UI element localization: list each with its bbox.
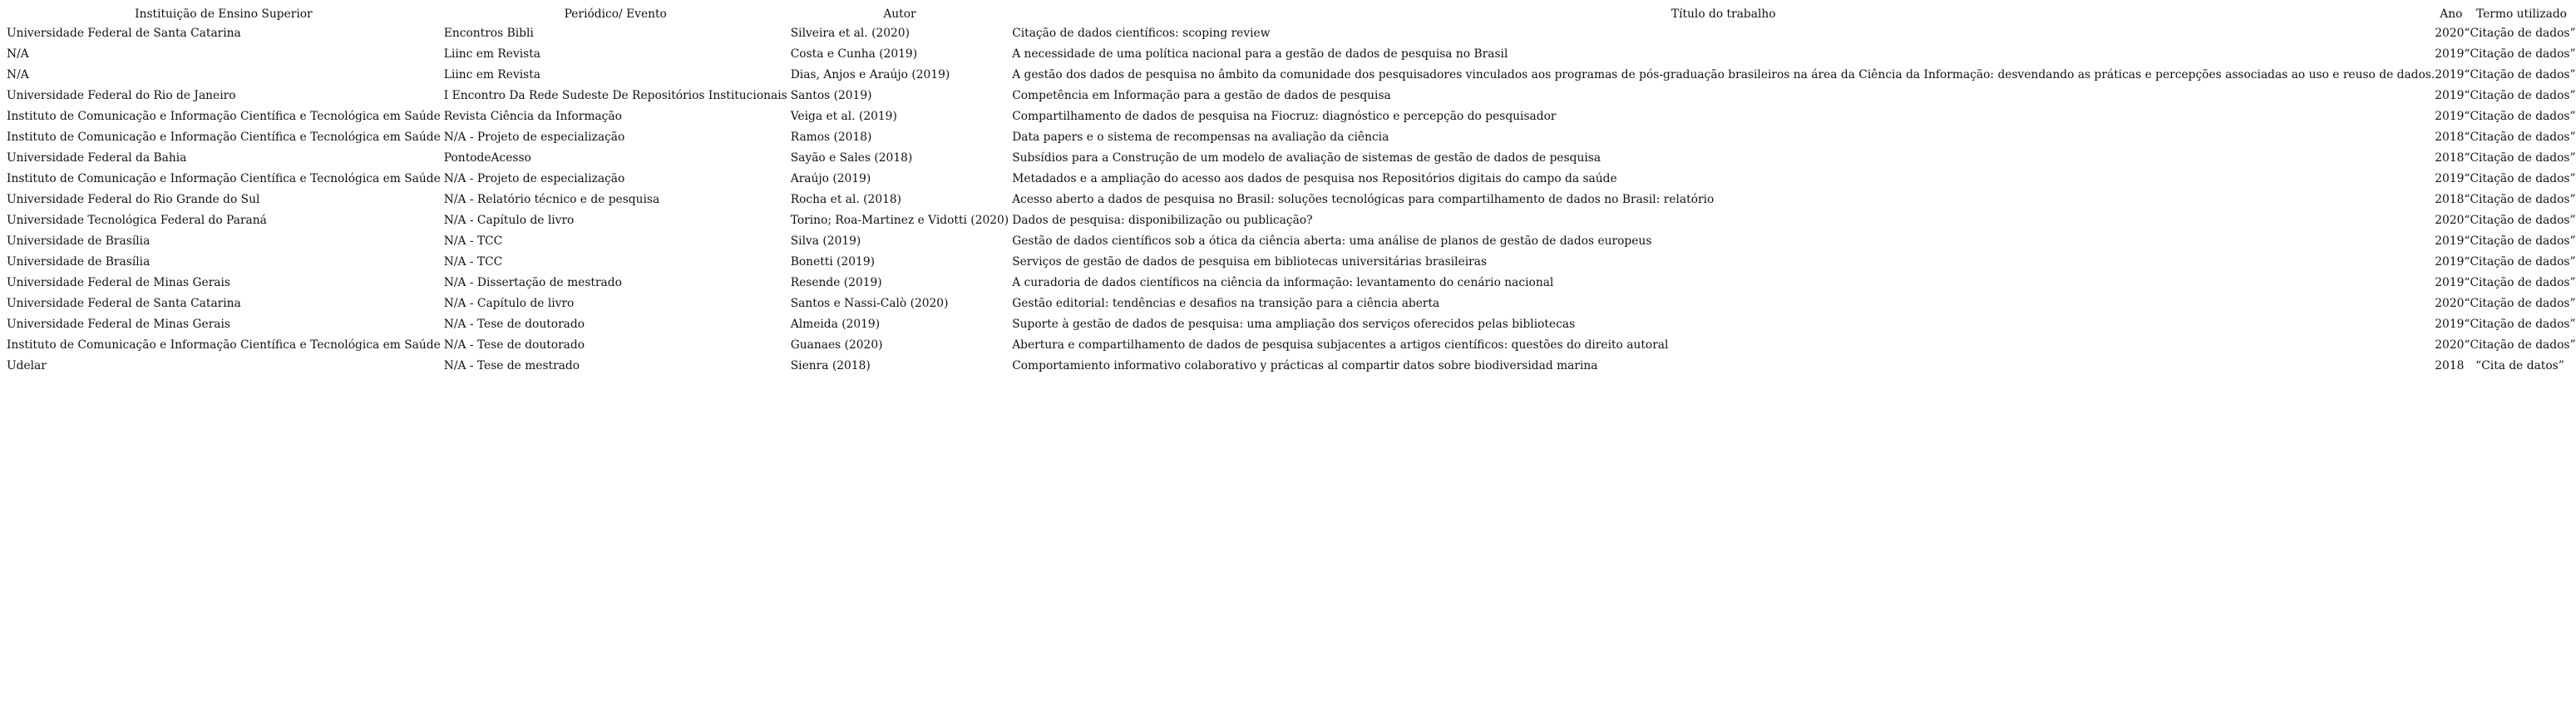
table-row	[3, 314, 2576, 335]
cell-titulo: Abertura e compartilhamento de dados de pesquisa subjacentes a artigos científicos: questões do direito autoral	[1012, 338, 1669, 352]
cell-instituicao: Universidade Federal da Bahia	[7, 151, 187, 165]
cell-termo: “Citação de dados”	[2464, 172, 2576, 185]
cell-termo: “Citação de dados”	[2464, 214, 2576, 227]
header-titulo: Título do trabalho	[1670, 7, 1776, 21]
cell-titulo: Gestão editorial: tendências e desafios na transição para a ciência aberta	[1012, 297, 1440, 310]
cell-instituicao: Universidade de Brasília	[7, 255, 151, 269]
table-row	[3, 210, 2576, 231]
cell-autor: Silva (2019)	[790, 234, 861, 248]
cell-periodico: N/A - Capítulo de livro	[443, 297, 575, 310]
cell-autor: Resende (2019)	[790, 276, 882, 289]
cell-periodico: N/A - TCC	[443, 234, 503, 248]
cell-periodico: N/A - Dissertação de mestrado	[443, 276, 622, 289]
cell-instituicao: Universidade de Brasília	[7, 234, 151, 248]
cell-termo: “Citação de dados”	[2464, 193, 2576, 206]
cell-titulo: Data papers e o sistema de recompensas na avaliação da ciência	[1012, 131, 1389, 144]
cell-autor: Sayão e Sales (2018)	[790, 151, 913, 165]
cell-ano: 2018	[2435, 131, 2465, 144]
cell-periodico: N/A - Tese de doutorado	[443, 318, 585, 331]
cell-autor: Santos (2019)	[790, 89, 872, 102]
cell-titulo: Citação de dados científicos: scoping review	[1012, 27, 1271, 40]
cell-titulo: Subsídios para a Construção de um modelo de avaliação de sistemas de gestão de dados de pesquisa	[1012, 151, 1601, 165]
cell-termo: “Citação de dados”	[2464, 234, 2576, 248]
cell-periodico: Liinc em Revista	[443, 68, 541, 81]
cell-ano: 2018	[2435, 193, 2465, 206]
cell-autor: Costa e Cunha (2019)	[790, 47, 918, 61]
cell-titulo: Gestão de dados científicos sob a ótica da ciência aberta: uma análise de planos de gestão de dados europeus	[1012, 234, 1652, 248]
cell-autor: Guanaes (2020)	[790, 338, 883, 352]
table-row	[3, 44, 2576, 65]
cell-ano: 2019	[2435, 276, 2465, 289]
cell-titulo: Comportamiento informativo colaborativo y prácticas al compartir datos sobre biodiversidad marina	[1012, 359, 1598, 372]
cell-ano: 2019	[2435, 89, 2465, 102]
cell-ano: 2019	[2435, 255, 2465, 269]
cell-instituicao: Universidade Federal de Minas Gerais	[7, 318, 231, 331]
table-body	[3, 23, 2576, 377]
cell-instituicao: N/A	[7, 68, 29, 81]
cell-titulo: Suporte à gestão de dados de pesquisa: uma ampliação dos serviços oferecidos pelas bibliotecas	[1012, 318, 1576, 331]
cell-instituicao: Instituto de Comunicação e Informação Científica e Tecnológica em Saúde	[7, 172, 441, 185]
cell-ano: 2020	[2435, 27, 2465, 40]
cell-termo: “Citação de dados”	[2464, 68, 2576, 81]
table-row	[3, 273, 2576, 293]
cell-autor: Bonetti (2019)	[790, 255, 875, 269]
header-instituicao: Instituição de Ensino Superior	[135, 7, 313, 21]
cell-termo: “Citação de dados”	[2464, 318, 2576, 331]
table-row	[3, 127, 2576, 148]
cell-titulo: A curadoria de dados científicos na ciência da informação: levantamento do cenário nacional	[1012, 276, 1554, 289]
cell-instituicao: Instituto de Comunicação e Informação Científica e Tecnológica em Saúde	[7, 131, 441, 144]
cell-instituicao: Instituto de Comunicação e Informação Científica e Tecnológica em Saúde	[7, 110, 441, 123]
cell-autor: Sienra (2018)	[790, 359, 871, 372]
cell-instituicao: N/A	[7, 47, 29, 61]
cell-instituicao: Udelar	[7, 359, 47, 372]
table-row	[3, 293, 2576, 314]
cell-periodico: Liinc em Revista	[443, 47, 541, 61]
cell-termo: “Citação de dados”	[2464, 131, 2576, 144]
table-row	[3, 335, 2576, 356]
cell-titulo: Metadados e a ampliação do acesso aos dados de pesquisa nos Repositórios digitais do campo da saúde	[1012, 172, 1617, 185]
cell-termo: “Citação de dados”	[2464, 276, 2576, 289]
cell-periodico: N/A - Tese de mestrado	[443, 359, 580, 372]
cell-ano: 2018	[2435, 151, 2465, 165]
cell-termo: “Cita de datos”	[2475, 359, 2564, 372]
cell-ano: 2019	[2435, 234, 2465, 248]
cell-termo: “Citação de dados”	[2464, 47, 2576, 61]
header-termo: Termo utilizado	[2476, 7, 2567, 21]
cell-instituicao: Universidade Federal do Rio Grande do Sul	[7, 193, 260, 206]
cell-ano: 2019	[2435, 318, 2465, 331]
cell-ano: 2020	[2435, 214, 2465, 227]
cell-ano: 2020	[2435, 338, 2465, 352]
cell-termo: “Citação de dados”	[2464, 255, 2576, 269]
header-row	[3, 5, 2576, 23]
cell-termo: “Citação de dados”	[2464, 89, 2576, 102]
cell-periodico: N/A - Capítulo de livro	[443, 214, 575, 227]
cell-titulo: Competência em Informação para a gestão de dados de pesquisa	[1012, 89, 1391, 102]
table-row	[3, 190, 2576, 210]
cell-periodico: N/A - Tese de doutorado	[443, 338, 585, 352]
cell-autor: Araújo (2019)	[790, 172, 871, 185]
cell-instituicao: Universidade Federal de Santa Catarina	[7, 297, 241, 310]
cell-autor: Dias, Anjos e Araújo (2019)	[790, 68, 950, 81]
table-row	[3, 23, 2576, 44]
table-header	[3, 5, 2576, 23]
cell-autor: Veiga et al. (2019)	[790, 110, 897, 123]
cell-instituicao: Universidade Federal de Minas Gerais	[7, 276, 231, 289]
cell-periodico: I Encontro Da Rede Sudeste De Repositórios Institucionais	[443, 89, 787, 102]
cell-instituicao: Instituto de Comunicação e Informação Científica e Tecnológica em Saúde	[7, 338, 441, 352]
header-autor: Autor	[883, 7, 916, 21]
studies-table	[3, 5, 2576, 377]
cell-termo: “Citação de dados”	[2464, 297, 2576, 310]
cell-titulo: Serviços de gestão de dados de pesquisa em bibliotecas universitárias brasileiras	[1012, 255, 1488, 269]
table-row	[3, 65, 2576, 86]
cell-periodico: N/A - Relatório técnico e de pesquisa	[443, 193, 660, 206]
cell-periodico: N/A - Projeto de especialização	[443, 172, 625, 185]
cell-titulo: Acesso aberto a dados de pesquisa no Brasil: soluções tecnológicas para compartilhamento de dados no Brasil: relatório	[1012, 193, 1715, 206]
cell-ano: 2019	[2435, 172, 2465, 185]
table-row	[3, 148, 2576, 169]
cell-periodico: PontodeAcesso	[443, 151, 531, 165]
cell-autor: Santos e Nassi-Calò (2020)	[790, 297, 949, 310]
cell-termo: “Citação de dados”	[2464, 110, 2576, 123]
cell-autor: Rocha et al. (2018)	[790, 193, 902, 206]
cell-instituicao: Universidade Federal de Santa Catarina	[7, 27, 241, 40]
table-row	[3, 252, 2576, 273]
cell-periodico: Revista Ciência da Informação	[443, 110, 622, 123]
cell-periodico: N/A - Projeto de especialização	[443, 131, 625, 144]
cell-autor: Torino; Roa-Martinez e Vidotti (2020)	[790, 214, 1009, 227]
cell-ano: 2019	[2435, 110, 2465, 123]
cell-autor: Ramos (2018)	[790, 131, 872, 144]
cell-instituicao: Universidade Tecnológica Federal do Paraná	[7, 214, 267, 227]
cell-periodico: Encontros Bibli	[443, 27, 534, 40]
cell-titulo: A necessidade de uma política nacional para a gestão de dados de pesquisa no Brasil	[1012, 47, 1508, 61]
cell-autor: Silveira et al. (2020)	[790, 27, 910, 40]
table-row	[3, 86, 2576, 106]
cell-titulo: A gestão dos dados de pesquisa no âmbito da comunidade dos pesquisadores vinculados aos programas de pós-graduação brasileiros na área da Ciência da Informação: desvendando as práticas e percepções associadas ao uso e reuso de dados.	[1012, 68, 2435, 81]
table-row	[3, 106, 2576, 127]
table-row	[3, 231, 2576, 252]
cell-termo: “Citação de dados”	[2464, 151, 2576, 165]
cell-termo: “Citação de dados”	[2464, 27, 2576, 40]
cell-ano: 2020	[2435, 297, 2465, 310]
table-row	[3, 356, 2576, 377]
cell-termo: “Citação de dados”	[2464, 338, 2576, 352]
cell-ano: 2019	[2435, 68, 2465, 81]
cell-autor: Almeida (2019)	[790, 318, 881, 331]
cell-instituicao: Universidade Federal do Rio de Janeiro	[7, 89, 236, 102]
header-periodico: Periódico/ Evento	[564, 7, 667, 21]
cell-ano: 2019	[2435, 47, 2465, 61]
table-row	[3, 169, 2576, 190]
cell-periodico: N/A - TCC	[443, 255, 503, 269]
header-ano: Ano	[2440, 7, 2463, 21]
cell-titulo: Compartilhamento de dados de pesquisa na Fiocruz: diagnóstico e percepção do pesquisador	[1012, 110, 1557, 123]
cell-ano: 2018	[2435, 359, 2465, 372]
cell-titulo: Dados de pesquisa: disponibilização ou publicação?	[1012, 214, 1313, 227]
